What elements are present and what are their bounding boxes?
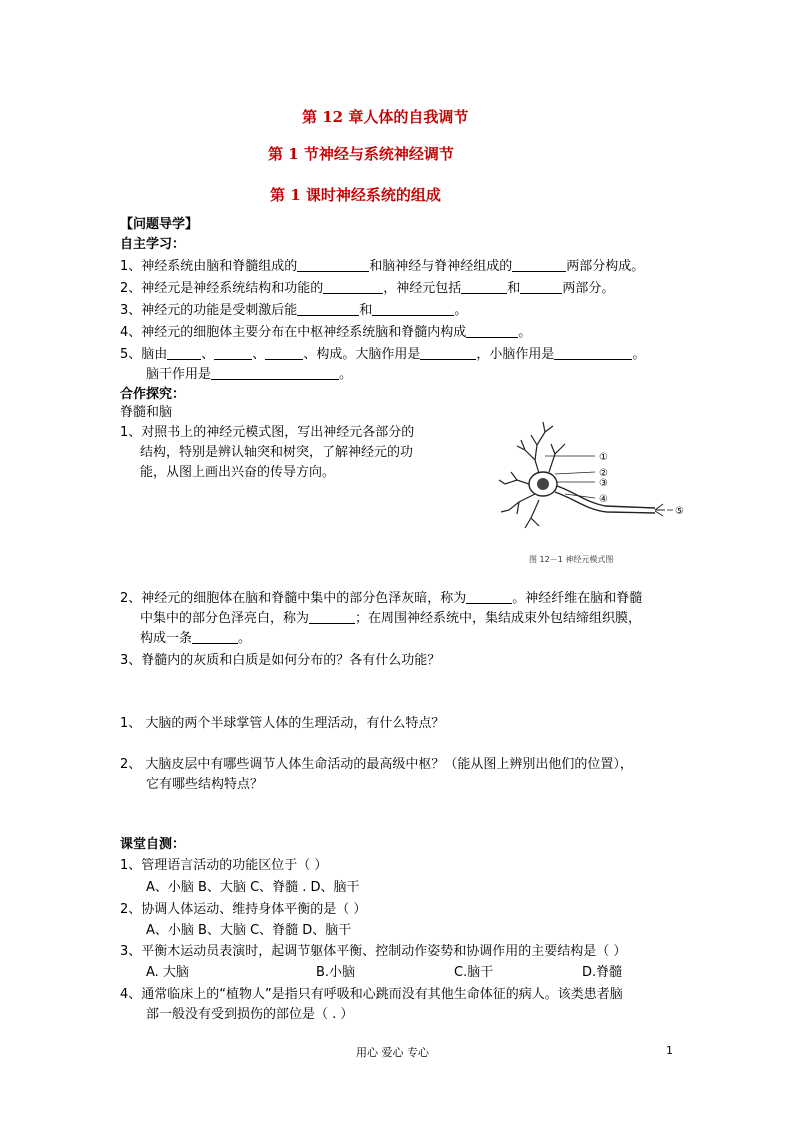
label-3: ③ xyxy=(599,478,608,489)
dendrites xyxy=(499,422,565,528)
self-study-header: 自主学习： xyxy=(120,237,186,252)
coop-q1-line1: 1、对照书上的神经元模式图，写出神经元各部分的 xyxy=(120,425,415,440)
test-q3-option-a: A. 大脑 xyxy=(146,965,189,980)
q5-text-c: 、 xyxy=(252,347,266,362)
test-header: 课堂自测： xyxy=(120,837,186,852)
test-q3-option-c: C.脑干 xyxy=(454,965,494,980)
coop-q2-blank-2 xyxy=(309,610,355,624)
label-2: ② xyxy=(599,468,608,479)
q5b-text-b: 。 xyxy=(339,367,353,382)
q1-blank-2 xyxy=(512,258,566,272)
self-study-q2 xyxy=(120,280,614,298)
page-number: 1 xyxy=(666,1044,673,1057)
guide-header: 【问题导学】 xyxy=(120,217,199,232)
q1-text-b: 和脑神经与脊神经组成的 xyxy=(369,259,513,274)
q1-blank-1 xyxy=(297,258,369,272)
neuron-diagram xyxy=(495,410,695,570)
test-q3-option-d: D.脊髓 xyxy=(582,965,623,980)
coop-subheader: 脊髓和脑 xyxy=(120,405,173,420)
q2-blank-3 xyxy=(520,280,562,294)
q5b-blank-1 xyxy=(211,366,339,380)
axon-terminals xyxy=(655,504,665,516)
q5b-text-a: 脑干作用是 xyxy=(146,367,212,382)
label-5: ⑤ xyxy=(675,506,684,517)
q5-text-a: 5、脑由 xyxy=(120,347,168,362)
coop-q1-line2: 结构，特别是辨认轴突和树突，了解神经元的功 xyxy=(140,445,414,460)
footer-motto: 用心 爱心 专心 xyxy=(356,1046,429,1059)
coop-q3: 3、脊髓内的灰质和白质是如何分布的？各有什么功能？ xyxy=(120,653,441,668)
q5-text-b: 、 xyxy=(201,347,215,362)
coop-q2-text-2a: 中集中的部分色泽亮白，称为 xyxy=(140,611,310,626)
coop-q2-text-2b: ；在周围神经系统中，集结成束外包结缔组织膜， xyxy=(355,611,642,626)
q2-text-c: 和 xyxy=(507,281,521,296)
q3-text-c: 。 xyxy=(454,303,468,318)
label-4: ④ xyxy=(599,494,608,505)
nucleus xyxy=(537,478,549,490)
q5-text-e: ，小脑作用是 xyxy=(476,347,555,362)
label-1: ① xyxy=(599,452,608,463)
brain-q2-line2: 它有哪些结构特点？ xyxy=(146,777,264,792)
q3-text-a: 3、神经元的功能是受刺激后能 xyxy=(120,303,298,318)
coop-q2-line3 xyxy=(140,630,251,648)
test-q1-options: A、小脑 B、大脑 C、脊髓 . D、脑干 xyxy=(146,880,360,895)
q5-text-d: 、构成。大脑作用是 xyxy=(303,347,421,362)
q4-text-a: 4、神经元的细胞体主要分布在中枢神经系统脑和脊髓内构成 xyxy=(120,325,467,340)
brain-q1: 1、 大脑的两个半球掌管人体的生理活动，有什么特点？ xyxy=(120,716,445,731)
coop-q2-text-3b: 。 xyxy=(238,631,252,646)
q5-blank-4 xyxy=(420,346,476,360)
self-study-q4 xyxy=(120,324,531,342)
self-study-q3 xyxy=(120,302,467,320)
q3-blank-1 xyxy=(297,302,359,316)
self-study-q5 xyxy=(120,346,645,364)
q3-blank-2 xyxy=(372,302,454,316)
coop-q2-blank-3 xyxy=(192,630,238,644)
test-q3-option-b: B.小脑 xyxy=(316,965,356,980)
brain-q2-line1: 2、 大脑皮层中有哪些调节人体生命活动的最高级中枢？（能从图上辨别出他们的位置）， xyxy=(120,757,633,772)
q2-blank-2 xyxy=(461,280,507,294)
test-q4-line1: 4、通常临床上的“植物人”是指只有呼吸和心跳而没有其他生命体征的病人。该类患者脑 xyxy=(120,987,623,1002)
label-lines xyxy=(545,456,673,510)
q2-text-d: 两部分。 xyxy=(562,281,615,296)
q5-blank-1 xyxy=(167,346,201,360)
chapter-title: 第 12 章人体的自我调节 xyxy=(302,108,469,126)
figure-caption: 图 12－1 神经元模式图 xyxy=(529,555,614,564)
coop-q2-text-1a: 2、神经元的细胞体在脑和脊髓中集中的部分色泽灰暗，称为 xyxy=(120,591,467,606)
coop-q2-text-1b: 。神经纤维在脑和脊髓 xyxy=(512,591,643,606)
coop-q1-line3: 能，从图上画出兴奋的传导方向。 xyxy=(140,465,336,480)
section-title: 第 1 节神经与系统神经调节 xyxy=(268,145,454,163)
test-q2: 2、协调人体运动、维持身体平衡的是（ ） xyxy=(120,902,367,917)
q5-blank-3 xyxy=(265,346,303,360)
q2-text-a: 2、神经元是神经系统结构和功能的 xyxy=(120,281,324,296)
coop-q2-line2 xyxy=(140,610,641,628)
q5-blank-5 xyxy=(554,346,632,360)
coop-q2-line1 xyxy=(120,590,642,608)
q3-text-b: 和 xyxy=(359,303,373,318)
coop-q2-text-3a: 构成一条 xyxy=(140,631,193,646)
q2-blank-1 xyxy=(323,280,383,294)
q4-text-b: 。 xyxy=(518,325,532,340)
q5-text-f: 。 xyxy=(632,347,646,362)
test-q2-options: A、小脑 B、大脑 C、脊髓 D、脑干 xyxy=(146,923,352,938)
q1-text-c: 两部分构成。 xyxy=(566,259,645,274)
test-q3: 3、平衡木运动员表演时，起调节躯体平衡、控制动作姿势和协调作用的主要结构是（ ） xyxy=(120,944,627,959)
lesson-title: 第 1 课时神经系统的组成 xyxy=(270,186,441,204)
test-q4-line2: 部一般没有受到损伤的部位是（ . ） xyxy=(146,1007,354,1022)
test-q1: 1、管理语言活动的功能区位于（ ） xyxy=(120,858,328,873)
coop-q2-blank-1 xyxy=(466,590,512,604)
coop-header: 合作探究： xyxy=(120,387,186,402)
q5-blank-2 xyxy=(214,346,252,360)
self-study-q1 xyxy=(120,258,644,276)
q4-blank-1 xyxy=(466,324,518,338)
q2-text-b: ，神经元包括 xyxy=(383,281,462,296)
self-study-q5-brainstem xyxy=(146,366,352,384)
q1-text-a: 1、神经系统由脑和脊髓组成的 xyxy=(120,259,298,274)
